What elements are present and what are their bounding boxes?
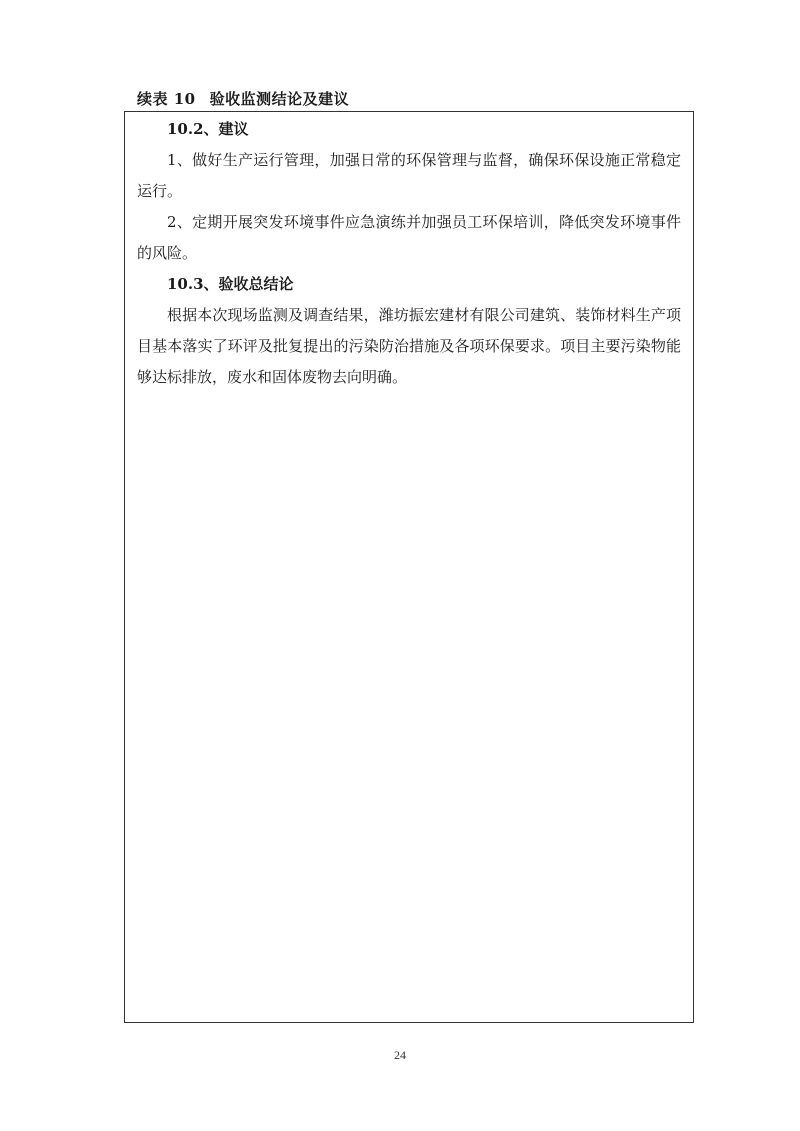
suggestion-item-1: 1、做好生产运行管理，加强日常的环保管理与监督，确保环保设施正常稳定运行。 xyxy=(137,151,681,200)
conclusion-heading: 10.3、验收总结论 xyxy=(167,275,294,293)
suggestions-heading: 10.2、建议 xyxy=(167,120,249,138)
table-title xyxy=(137,88,349,109)
content-table-frame xyxy=(124,111,694,1023)
section-title: 验收监测结论及建议 xyxy=(209,90,350,108)
table-label: 续表 10 xyxy=(137,90,196,108)
table-content xyxy=(137,114,681,393)
suggestion-item-2: 2、定期开展突发环境事件应急演练并加强员工环保培训，降低突发环境事件的风险。 xyxy=(137,213,681,262)
conclusion-text: 根据本次现场监测及调查结果，潍坊振宏建材有限公司建筑、装饰材料生产项目基本落实了环评及批复提出的污染防治措施及各项环保要求。项目主要污染物能够达标排放，废水和固体废物去向明确。 xyxy=(137,306,681,386)
page-number: 24 xyxy=(394,1048,406,1062)
